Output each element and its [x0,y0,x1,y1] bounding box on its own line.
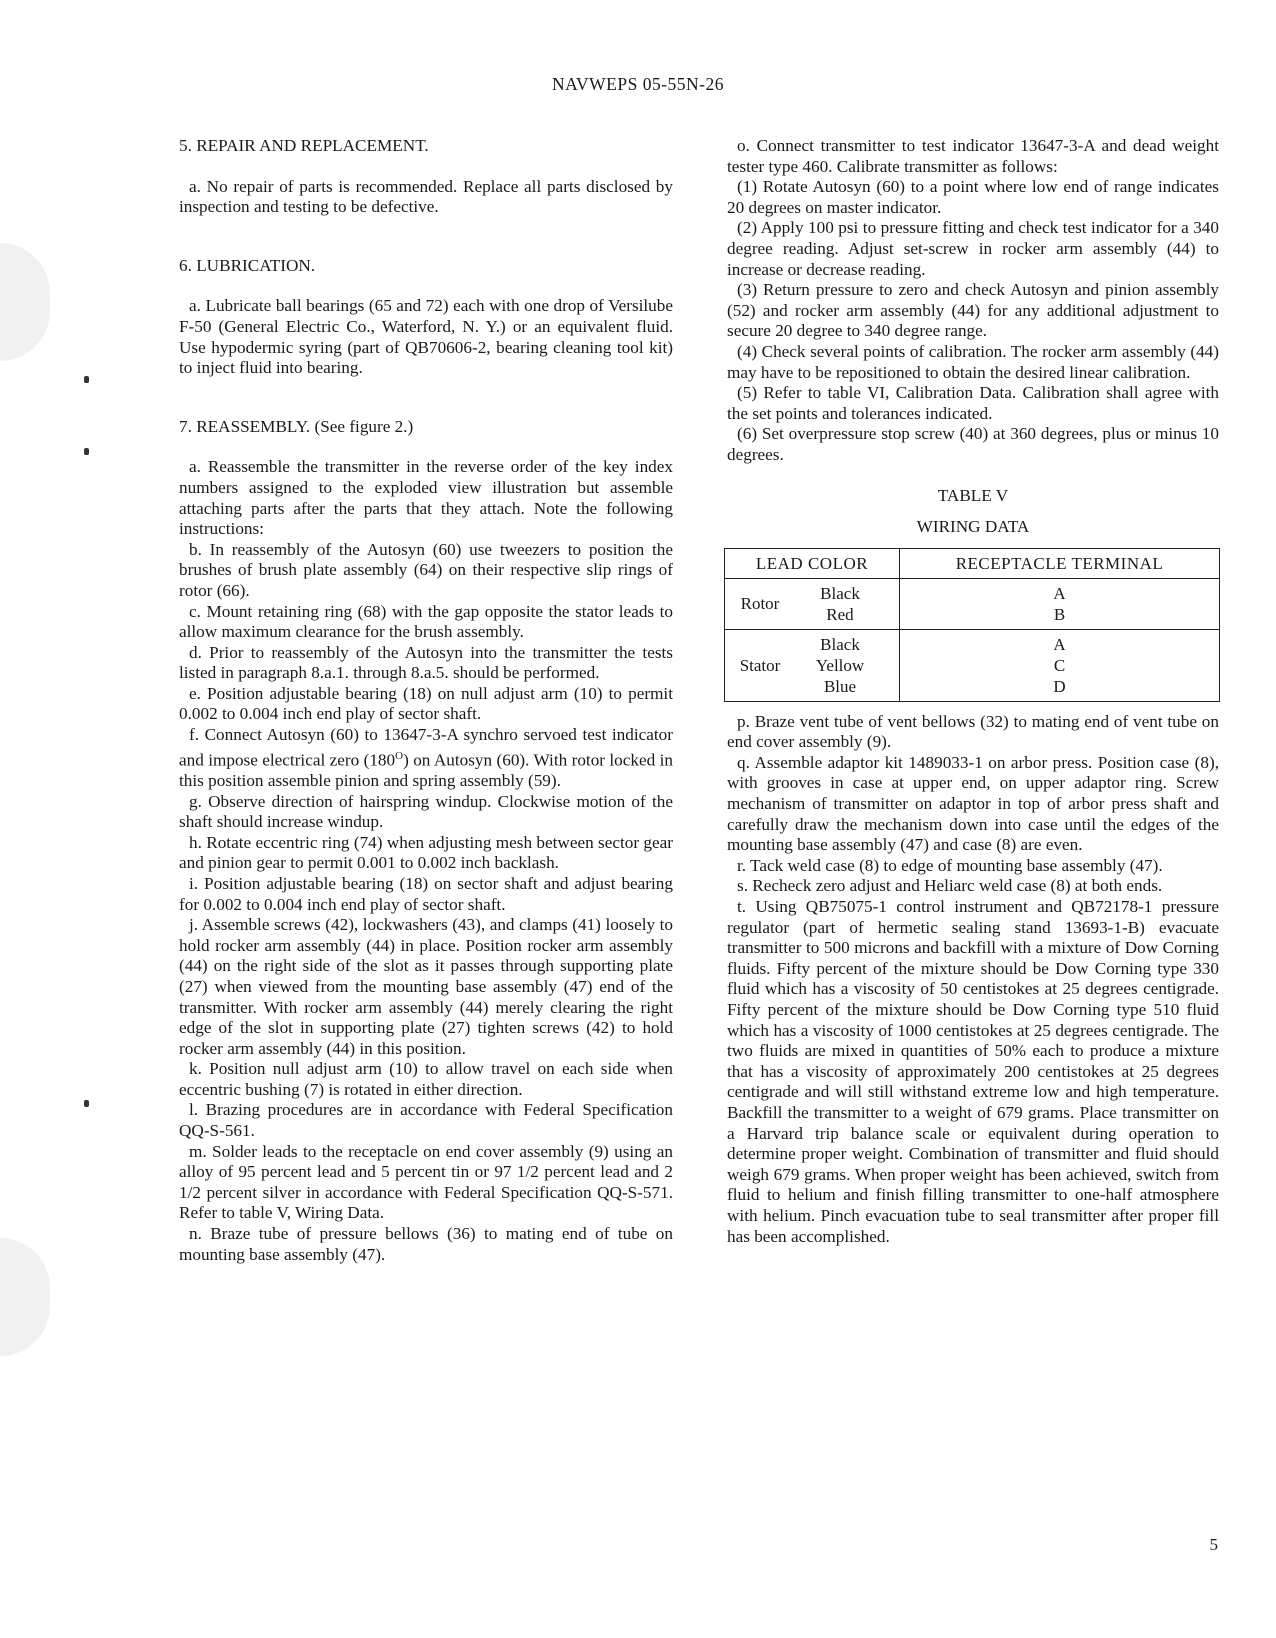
table-title: TABLE V [937,485,1009,505]
terminal: B [1053,604,1066,624]
paragraph-7p: p. Braze vent tube of vent bellows (32) to mating end of vent tube on end cover assembly (9). [727,711,1219,752]
paragraph-7k: k. Position null adjust arm (10) to allow travel on each side when eccentric bushing (7) is rotated in either direction. [179,1059,673,1099]
paragraph-6a: a. Lubricate ball bearings (65 and 72) each with one drop of Versilube F-50 (General Electric Co., Waterford, N. Y.) or an equivalent fluid. Use hypodermic syring (part of QB70606-2, bearing cleaning tool kit) to inject fluid into bearing. [179,296,673,378]
header-receptacle-terminal: RECEPTACLE TERMINAL [900,548,1220,578]
paragraph-7e: e. Position adjustable bearing (18) on null adjust arm (10) to permit 0.002 to 0.004 inch end play of sector shaft. [179,683,673,724]
terminal: A [1053,583,1066,603]
calibration-step-5: (5) Refer to table VI, Calibration Data. Calibration shall agree with the set points and tolerances indicated. [727,383,1219,423]
table-row [725,629,1220,701]
lead-color: Black [820,583,860,603]
lead-color: Red [826,604,854,624]
section-heading-repair: 5. REPAIR AND REPLACEMENT. [179,136,429,155]
degree-superscript: O [395,749,404,762]
terminal: D [1053,676,1066,696]
wiring-data-table [724,548,1220,702]
paragraph-7f [179,725,673,792]
paragraph-7n: n. Braze tube of pressure bellows (36) to mating end of tube on mounting base assembly (47). [179,1224,673,1264]
paragraph-5a: a. No repair of parts is recommended. Replace all parts disclosed by inspection and testing to be defective. [179,176,673,217]
paragraph-7a: a. Reassemble the transmitter in the reverse order of the key index numbers assigned to the exploded view illustration but assemble attaching parts after the parts that they attach. Note the following instructions: [179,457,673,539]
document-number-header: NAVWEPS 05-55N-26 [552,74,724,94]
table-subtitle: WIRING DATA [916,517,1030,537]
lead-color-cell [725,629,900,701]
lead-color-cell [725,578,900,629]
terminal: A [1053,634,1066,654]
paragraph-7f-post: ) on Autosyn (60). With rotor locked in this position assemble pinion and spring assembly (59). [179,750,673,790]
header-lead-color: LEAD COLOR [725,548,900,578]
paragraph-7i: i. Position adjustable bearing (18) on sector shaft and adjust bearing for 0.002 to 0.004 inch end play of sector shaft. [179,873,673,914]
terminal-cell [900,578,1220,629]
lead-color: Yellow [815,655,865,675]
group-label: Rotor [740,594,780,614]
paragraph-7r: r. Tack weld case (8) to edge of mounting base assembly (47). [737,855,1163,875]
lead-color: Black [820,634,860,654]
binder-hole-shadow [0,243,50,361]
calibration-step-3: (3) Return pressure to zero and check Autosyn and pinion assembly (52) and rocker arm assembly (44) for any additional adjustment to secure 20 degree to 340 degree range. [727,280,1219,341]
terminal-cell [900,629,1220,701]
binder-hole-shadow [0,1238,50,1356]
paragraph-7m: m. Solder leads to the receptacle on end cover assembly (9) using an alloy of 95 percent lead and 5 percent tin or 97 1/2 percent lead and 2 1/2 percent silver in accordance with Federal Specification QQ-S-571. Refer to table V, Wiring Data. [179,1141,673,1223]
right-column [727,136,1219,1247]
group-label: Stator [739,655,781,675]
calibration-step-6: (6) Set overpressure stop screw (40) at 360 degrees, plus or minus 10 degrees. [727,424,1219,464]
paragraph-7d: d. Prior to reassembly of the Autosyn into the transmitter the tests listed in paragraph 8.a.1. through 8.a.5. should be performed. [179,642,673,683]
margin-mark [84,1100,89,1107]
paragraph-7f-pre: f. Connect Autosyn (60) to 13647-3-A synchro servoed test indicator and impose electrical zero (180 [179,725,673,770]
paragraph-7c: c. Mount retaining ring (68) with the gap opposite the stator leads to allow maximum clearance for the brush assembly. [179,601,673,642]
calibration-step-4: (4) Check several points of calibration. The rocker arm assembly (44) may have to be repositioned to obtain the desired linear calibration. [727,341,1219,382]
margin-mark [84,448,89,455]
paragraph-7b: b. In reassembly of the Autosyn (60) use tweezers to position the brushes of brush plate assembly (64) on their respective slip rings of rotor (66). [179,539,673,600]
lead-color: Blue [823,676,857,696]
paragraph-7g: g. Observe direction of hairspring windup. Clockwise motion of the shaft should increase windup. [179,791,673,832]
table-row [725,578,1220,629]
paragraph-7q: q. Assemble adaptor kit 1489033-1 on arbor press. Position case (8), with grooves in case at upper end, on upper adaptor ring. Screw mechanism of transmitter on adaptor in top of arbor press shaft and carefully draw the mechanism down into case until the edges of the mounting base assembly (47) and case (8) are even. [727,752,1219,855]
paragraph-7h: h. Rotate eccentric ring (74) when adjusting mesh between sector gear and pinion gear to permit 0.001 to 0.002 inch backlash. [179,832,673,873]
page-number: 5 [1209,1535,1218,1554]
margin-mark [84,376,89,383]
left-column [179,136,673,1265]
paragraph-7t: t. Using QB75075-1 control instrument and QB72178-1 pressure regulator (part of hermetic sealing stand 13693-1-B) evacuate transmitter to 500 microns and backfill with a mixture of Dow Corning fluids. Fifty percent of the mixture should be Dow Corning type 330 fluid which has a viscosity of 50 centistokes at 25 degrees centigrade. Fifty percent of the mixture should be Dow Corning type 510 fluid which has a viscosity of 1000 centistokes at 25 degrees centigrade. The two fluids are mixed in quantities of 50% each to produce a mixture that has a viscosity of approximately 200 centistokes at 25 degrees centigrade and will still withstand extreme low and high temperature. Backfill the transmitter to a weight of 679 grams. Place transmitter on a Harvard trip balance scale or equivalent during operation to determine proper weight. Combination of transmitter and fluid should weigh 679 grams. When proper weight has been achieved, switch from fluid to helium and finish filling transmitter to one-half atmosphere with helium. Pinch evacuation tube to seal transmitter after proper fill has been accomplished. [727,897,1219,1246]
paragraph-7s: s. Recheck zero adjust and Heliarc weld case (8) at both ends. [737,876,1163,896]
paragraph-7o: o. Connect transmitter to test indicator 13647-3-A and dead weight tester type 460. Calibrate transmitter as follows: [727,136,1219,176]
calibration-step-2: (2) Apply 100 psi to pressure fitting and check test indicator for a 340 degree reading. Adjust set-screw in rocker arm assembly (44) to increase or decrease reading. [727,218,1219,279]
table-header-row [725,548,1220,578]
section-heading-lubrication: 6. LUBRICATION. [179,255,316,275]
section-heading-reassembly: 7. REASSEMBLY. (See figure 2.) [179,416,414,436]
calibration-step-1: (1) Rotate Autosyn (60) to a point where low end of range indicates 20 degrees on master indicator. [727,177,1219,217]
terminal: C [1053,655,1066,675]
paragraph-7l: l. Brazing procedures are in accordance with Federal Specification QQ-S-561. [179,1100,673,1141]
paragraph-7j: j. Assemble screws (42), lockwashers (43), and clamps (41) loosely to hold rocker arm assembly (44) in place. Position rocker arm assembly (44) on the right side of the slot as it passes through supporting plate (27) when viewed from the mounting base assembly (47) end of the transmitter. With rocker arm assembly (44) merely clearing the right edge of the slot in supporting plate (27) tighten screws (42) to hold rocker arm assembly (44) in this position. [179,915,673,1058]
